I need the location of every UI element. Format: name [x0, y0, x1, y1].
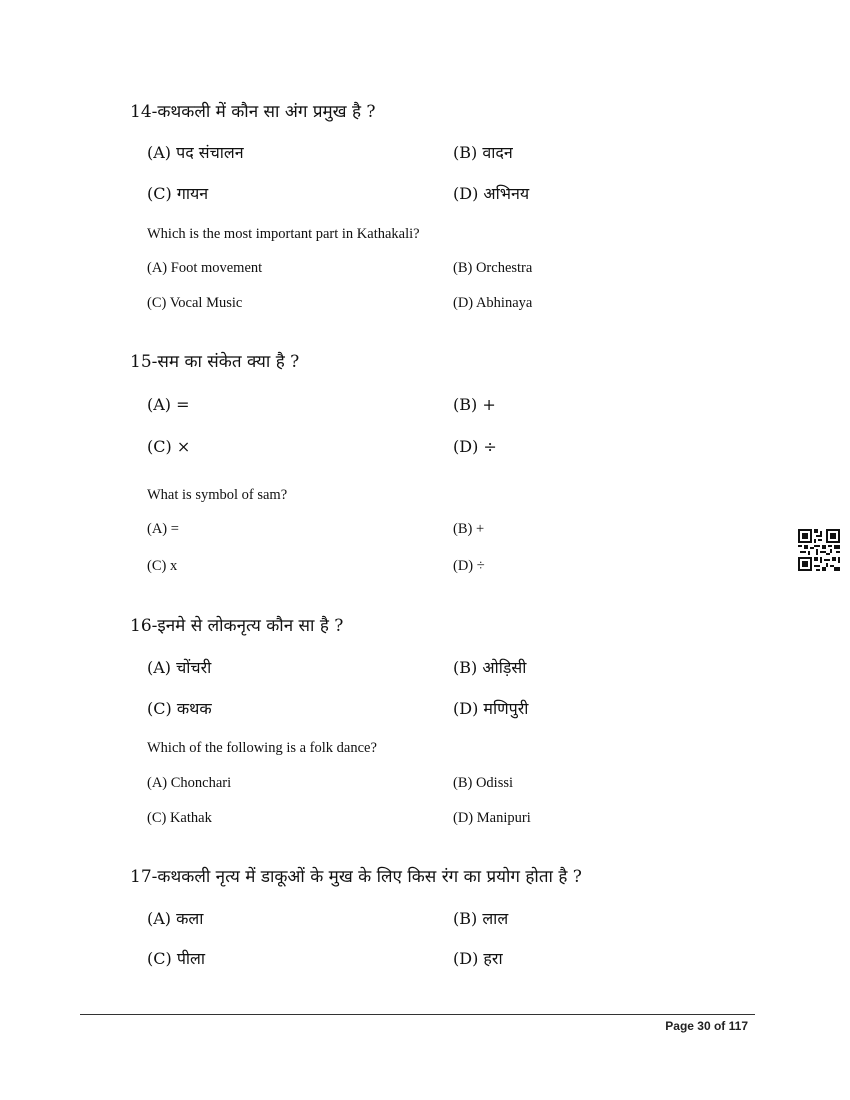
q14-hindi-option-a: (A) पद संचालन [147, 143, 244, 162]
q15-english-option-a: (A) = [147, 521, 179, 537]
footer-divider [80, 1014, 755, 1015]
q16-english-option-d: (D) Manipuri [453, 810, 531, 826]
q15-english-option-b: (B) + [453, 521, 485, 537]
q16-english-option-c: (C) Kathak [147, 810, 212, 826]
question-17-hindi: 17-कथकली नृत्य में डाकूओं के मुख के लिए किस रंग का प्रयोग होता है ? [130, 867, 582, 887]
q15-hindi-option-d: (D) ÷ [453, 437, 497, 456]
q14-english-option-b: (B) Orchestra [453, 260, 533, 276]
q14-english-option-c: (C) Vocal Music [147, 295, 243, 311]
q14-english-option-a: (A) Foot movement [147, 260, 263, 276]
q16-hindi-option-c: (C) कथक [147, 699, 212, 718]
q16-hindi-option-b: (B) ओड़िसी [453, 658, 527, 677]
q15-english-option-c: (C) x [147, 558, 178, 574]
q14-hindi-option-d: (D) अभिनय [453, 184, 530, 203]
q14-hindi-option-b: (B) वादन [453, 143, 513, 162]
q17-hindi-option-c: (C) पीला [147, 949, 206, 968]
q16-hindi-option-d: (D) मणिपुरी [453, 699, 529, 718]
q16-hindi-option-a: (A) चोंचरी [147, 658, 212, 677]
question-16-english: Which of the following is a folk dance? [147, 740, 377, 756]
q16-english-option-b: (B) Odissi [453, 775, 514, 791]
q15-hindi-option-a: (A) = [147, 395, 190, 414]
q17-hindi-option-b: (B) लाल [453, 909, 509, 928]
question-16-hindi: 16-इनमे से लोकनृत्य कौन सा है ? [130, 616, 344, 636]
q17-hindi-option-a: (A) कला [147, 909, 204, 928]
question-15-english: What is symbol of sam? [147, 487, 288, 503]
question-14-hindi: 14-कथकली में कौन सा अंग प्रमुख है ? [130, 102, 376, 122]
q15-english-option-d: (D) ÷ [453, 558, 485, 574]
question-14-english: Which is the most important part in Kathakali? [147, 226, 420, 242]
q15-hindi-option-c: (C) × [147, 437, 191, 456]
qr-code-icon [798, 529, 840, 571]
question-15-hindi: 15-सम का संकेत क्या है ? [130, 352, 300, 372]
q15-hindi-option-b: (B) + [453, 395, 496, 414]
q16-english-option-a: (A) Chonchari [147, 775, 232, 791]
q14-hindi-option-c: (C) गायन [147, 184, 209, 203]
q17-hindi-option-d: (D) हरा [453, 949, 503, 968]
page-number: Page 30 of 117 [665, 1019, 748, 1033]
q14-english-option-d: (D) Abhinaya [453, 295, 533, 311]
